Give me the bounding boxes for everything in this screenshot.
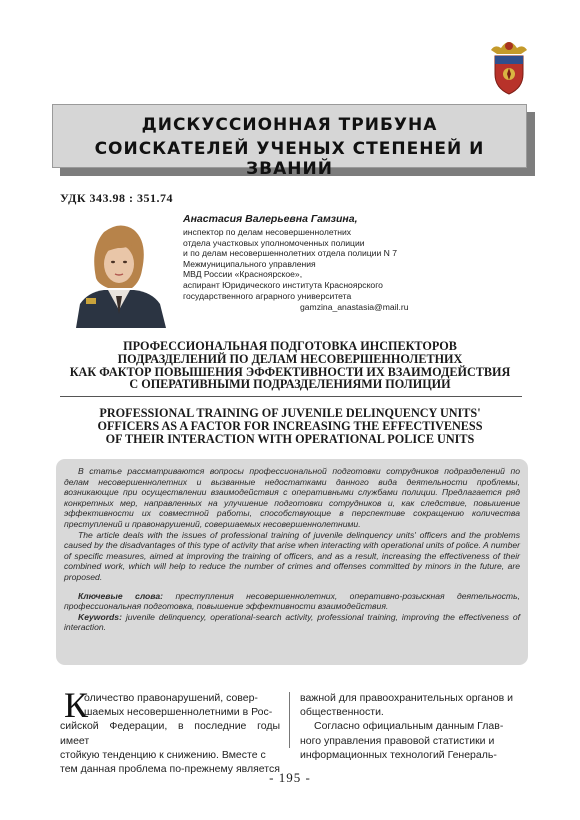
title-ru-line: ПОДРАЗДЕЛЕНИЙ ПО ДЕЛАМ НЕСОВЕРШЕННОЛЕТНИХ [117,351,463,366]
body-line: тем данная проблема по-прежнему является [60,763,280,776]
affiliation-line: отдела участковых уполномоченных полиции [183,237,365,248]
keywords-ru [64,591,520,612]
title-ru-line: КАК ФАКТОР ПОВЫШЕНИЯ ЭФФЕКТИВНОСТИ ИХ ВЗАИМОДЕЙСТВИЯ [69,364,511,379]
body-line: шаемых несовершеннолетними в Рос- [84,706,273,719]
body-line: оличество правонарушений, совер- [84,692,258,704]
drop-cap: К [64,685,89,725]
body-line: общественности. [300,706,384,719]
keywords-en-label: Keywords: [78,611,122,622]
keywords-en-text: juvenile delinquency, operational-search activity, professional training, improving the effectiveness of interaction. [64,611,520,633]
title-ru-line: ПРОФЕССИОНАЛЬНАЯ ПОДГОТОВКА ИНСПЕКТОРОВ [123,339,457,353]
title-divider [60,396,522,397]
banner-line-1: ДИСКУССИОННАЯ ТРИБУНА [141,115,438,135]
affiliation-line: МВД России «Красноярское», [183,269,303,280]
affiliation-line: и по делам несовершеннолетних отдела полиции N 7 [183,248,398,259]
body-line: Согласно официальным данным Глав- [314,720,504,733]
affiliation-line: аспирант Юридического института Красноярского [183,279,383,290]
body-line: ного управления правовой статистики и [300,734,495,747]
title-en-line: OF THEIR INTERACTION WITH OPERATIONAL POLICE UNITS [105,431,475,446]
author-photo [68,218,170,328]
body-line: важной для правоохранительных органов и [300,692,513,704]
section-banner [52,104,527,179]
title-en-line: OFFICERS AS A FACTOR FOR INCREASING THE EFFECTIVENESS [97,418,483,433]
title-russian [40,340,540,391]
title-en-line: PROFESSIONAL TRAINING OF JUVENILE DELINQUENCY UNITS' [99,406,481,420]
affiliation-line: инспектор по делам несовершеннолетних [183,227,352,237]
affiliation-line: Межмуниципального управления [183,258,316,269]
author-name: Анастасия Валерьевна Гамзина, [183,213,358,225]
body-column-left [60,685,280,776]
body-line: информационных технологий Генераль- [300,748,497,761]
author-affiliation [183,227,397,301]
udk-code: УДК 343.98 : 351.74 [60,191,174,205]
banner-line-2: СОИСКАТЕЛЕЙ УЧЕНЫХ СТЕПЕНЕЙ И ЗВАНИЙ [94,139,485,179]
author-email[interactable]: gamzina_anastasia@mail.ru [300,302,409,312]
column-divider [289,692,290,748]
title-english [40,407,540,445]
police-emblem-icon [487,34,531,98]
keywords-ru-text: преступления несовершеннолетних, оперативно-розыскная деятельность, профессиональная подготовка, повышение эффективности взаимодействия. [64,590,520,612]
title-ru-line: С ОПЕРАТИВНЫМИ ПОДРАЗДЕЛЕНИЯМИ ПОЛИЦИИ [129,377,451,392]
body-column-right [300,691,520,762]
abstract-ru: В статье рассматриваются вопросы профессиональной подготовки сотрудников подразделений по делам несовершеннолетних и вызванные недостатками данного вида деятельности проблемы, возникающие при осуществлении взаимодействия с оперативными службами полиции. Предлагается ряд конкретных мер, направленных на улучшение подготовки сотрудников и, как следствие, повышение эффективности их совместной работы, способствующие в перспективе сокращению количества преступлений и правонарушений, совершаемых несовершеннолетними. [64,466,520,529]
affiliation-line: государственного аграрного университета [183,290,352,301]
abstract-text [64,466,520,633]
keywords-en [64,612,520,633]
keywords-ru-label: Ключевые слова: [78,590,164,601]
page-number: - 195 - [269,770,311,785]
body-line: стойкую тенденцию к снижению. Вместе с [60,748,266,761]
abstract-en: The article deals with the issues of professional training of juvenile delinquency units' officers and the problems caused by the disadvantages of this type of activity that arise when interacting with operational units of police. A number of specific measures, aimed at improving the training of officers, and as a result, increasing the effectiveness of their combined work, which will help to reduce the number of crimes and offenses committed by minors in the future, are proposed. [64,529,520,582]
body-line: сийской Федерации, в последние годы имеет [60,720,280,747]
